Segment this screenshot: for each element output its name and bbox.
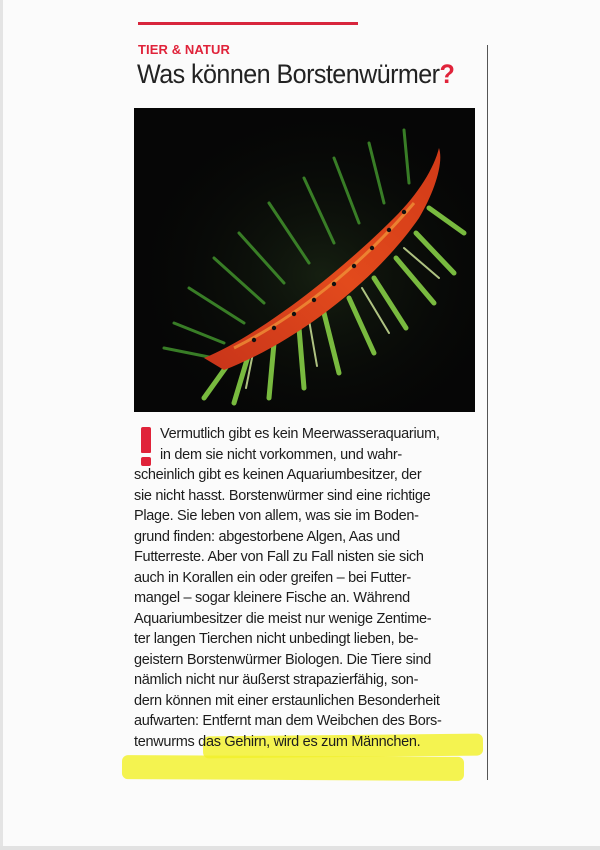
- body-line: grund finden: abgestorbene Algen, Aas und: [134, 528, 400, 545]
- article-headline: [137, 59, 454, 90]
- section-kicker: TIER & NATUR: [138, 42, 230, 57]
- body-line: auch in Korallen ein oder greifen – bei Futter-: [134, 569, 411, 586]
- highlighter-mark: [122, 755, 464, 781]
- body-line: Plage. Sie leben von allem, was sie im Boden-: [134, 508, 419, 524]
- body-line: scheinlich gibt es keinen Aquariumbesitzer, der: [134, 467, 422, 483]
- headline-text: Was können Borstenwürmer: [137, 59, 440, 89]
- body-line: Vermutlich gibt es kein Meerwasseraquarium,: [160, 426, 440, 442]
- scan-edge: [0, 0, 3, 850]
- body-line: aufwarten: Entfernt man dem Weibchen des Bors-: [134, 713, 442, 729]
- body-line: tenwurms das Gehirn, wird es zum Männchen.: [134, 733, 421, 750]
- body-line: Aquariumbesitzer die meist nur wenige Zentime-: [134, 610, 432, 627]
- body-line: dern können mit einer erstaunlichen Besonderheit: [134, 692, 440, 709]
- body-line: in dem sie nicht vorkommen, und wahr-: [160, 446, 402, 463]
- body-line: geistern Borstenwürmer Biologen. Die Tiere sind: [134, 651, 431, 668]
- scan-edge-bottom: [0, 846, 600, 850]
- body-line: ter langen Tierchen nicht unbedingt lieben, be-: [134, 631, 419, 647]
- headline-question-mark: ?: [439, 59, 455, 89]
- column-rule: [487, 45, 488, 780]
- article-body: [134, 424, 479, 752]
- body-line: nämlich nicht nur äußerst strapazierfähig, son-: [134, 672, 419, 688]
- body-line: Futterreste. Aber von Fall zu Fall nisten sie sich: [134, 549, 424, 565]
- header-rule: [138, 22, 358, 25]
- bristleworm-photo: [134, 108, 475, 412]
- body-line: sie nicht hasst. Borstenwürmer sind eine richtige: [134, 487, 431, 504]
- body-line: mangel – sogar kleinere Fische an. Während: [134, 590, 410, 606]
